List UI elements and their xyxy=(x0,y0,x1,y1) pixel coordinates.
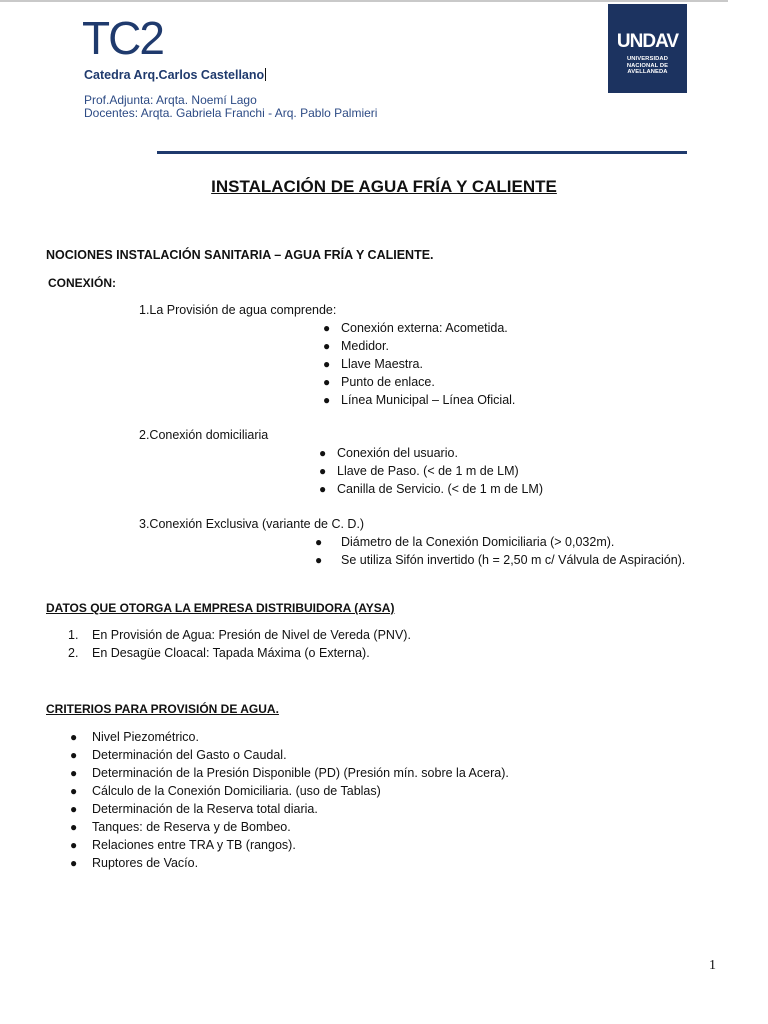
list-item: ● Determinación de la Reserva total diaria. xyxy=(70,802,318,816)
bullet-icon: ● xyxy=(319,482,327,496)
list-item: ● Conexión externa: Acometida. xyxy=(323,321,508,335)
university-logo-line: NACIONAL DE xyxy=(626,62,669,69)
bullet-list xyxy=(70,728,509,872)
list-item-label: 1.La Provisión de agua comprende: xyxy=(139,303,337,317)
top-rule xyxy=(0,0,728,2)
bullet-icon: ● xyxy=(323,393,331,407)
bullet-icon: ● xyxy=(70,820,78,834)
list-item: ● Ruptores de Vacío. xyxy=(70,856,199,870)
bullet-icon: ● xyxy=(70,856,78,870)
bullet-icon: ● xyxy=(323,357,331,371)
bullet-list xyxy=(319,444,543,498)
list-item: ● Conexión del usuario. xyxy=(319,446,458,460)
university-logo xyxy=(608,4,687,93)
section-heading: DATOS QUE OTORGA LA EMPRESA DISTRIBUIDORA (AYSA) xyxy=(46,601,395,615)
list-item: ● Relaciones entre TRA y TB (rangos). xyxy=(70,838,296,852)
bullet-icon: ● xyxy=(70,730,78,744)
bullet-icon: ● xyxy=(323,339,331,353)
bullet-icon: ● xyxy=(70,748,78,762)
prof-adjunta: Prof.Adjunta: Arqta. Noemí Lago xyxy=(84,93,257,107)
section-heading: CRITERIOS PARA PROVISIÓN DE AGUA. xyxy=(46,702,279,716)
list-item: ● Tanques: de Reserva y de Bombeo. xyxy=(70,820,291,834)
catedra-text: Catedra Arq.Carlos Castellano xyxy=(84,68,265,82)
bullet-icon: ● xyxy=(70,766,78,780)
list-item: ● Cálculo de la Conexión Domiciliaria. (uso de Tablas) xyxy=(70,784,381,798)
university-logo-mark: UNDAV xyxy=(616,31,679,52)
bullet-icon: ● xyxy=(70,784,78,798)
list-item: ● Punto de enlace. xyxy=(323,375,435,389)
list-item-label: 3.Conexión Exclusiva (variante de C. D.) xyxy=(139,517,365,531)
section-subheading: CONEXIÓN: xyxy=(48,276,117,290)
bullet-icon: ● xyxy=(315,535,323,549)
catedra-line xyxy=(84,68,266,82)
list-item: ● Llave Maestra. xyxy=(323,357,423,371)
list-item: ● Determinación de la Presión Disponible (PD) (Presión mín. sobre la Acera). xyxy=(70,766,509,780)
bullet-icon: ● xyxy=(70,838,78,852)
docentes: Docentes: Arqta. Gabriela Franchi - Arq. Pablo Palmieri xyxy=(84,106,378,120)
list-item: ● Determinación del Gasto o Caudal. xyxy=(70,748,287,762)
list-item: ● Llave de Paso. (< de 1 m de LM) xyxy=(319,464,519,478)
list-item: ● Nivel Piezométrico. xyxy=(70,730,199,744)
bullet-icon: ● xyxy=(315,553,323,567)
bullet-icon: ● xyxy=(70,802,78,816)
university-logo-line: UNIVERSIDAD xyxy=(626,56,669,62)
list-item: ● Línea Municipal – Línea Oficial. xyxy=(323,393,516,407)
page-title: INSTALACIÓN DE AGUA FRÍA Y CALIENTE xyxy=(211,177,557,196)
list-item: 2. En Desagüe Cloacal: Tapada Máxima (o Externa). xyxy=(68,646,370,660)
bullet-list xyxy=(315,533,686,569)
bullet-icon: ● xyxy=(323,321,331,335)
tc2-logo: TC2 xyxy=(82,12,163,64)
list-item-label: 2.Conexión domiciliaria xyxy=(139,428,269,442)
university-logo-line: AVELLANEDA xyxy=(627,69,668,76)
bullet-icon: ● xyxy=(319,464,327,478)
text-cursor xyxy=(265,68,266,81)
list-item: ● Canilla de Servicio. (< de 1 m de LM) xyxy=(319,482,543,496)
list-item: ● Se utiliza Sifón invertido (h = 2,50 m c/ Válvula de Aspiración). xyxy=(315,553,686,567)
header-divider xyxy=(157,151,687,154)
list-item: ● Diámetro de la Conexión Domiciliaria (> 0,032m). xyxy=(315,535,615,549)
section-heading: NOCIONES INSTALACIÓN SANITARIA – AGUA FRÍA Y CALIENTE. xyxy=(46,248,434,262)
list-item: ● Medidor. xyxy=(323,339,389,353)
bullet-list xyxy=(323,319,516,409)
numbered-list xyxy=(68,626,411,662)
bullet-icon: ● xyxy=(323,375,331,389)
page-number: 1 xyxy=(709,958,716,973)
list-item: 1. En Provisión de Agua: Presión de Nivel de Vereda (PNV). xyxy=(68,628,411,642)
bullet-icon: ● xyxy=(319,446,327,460)
